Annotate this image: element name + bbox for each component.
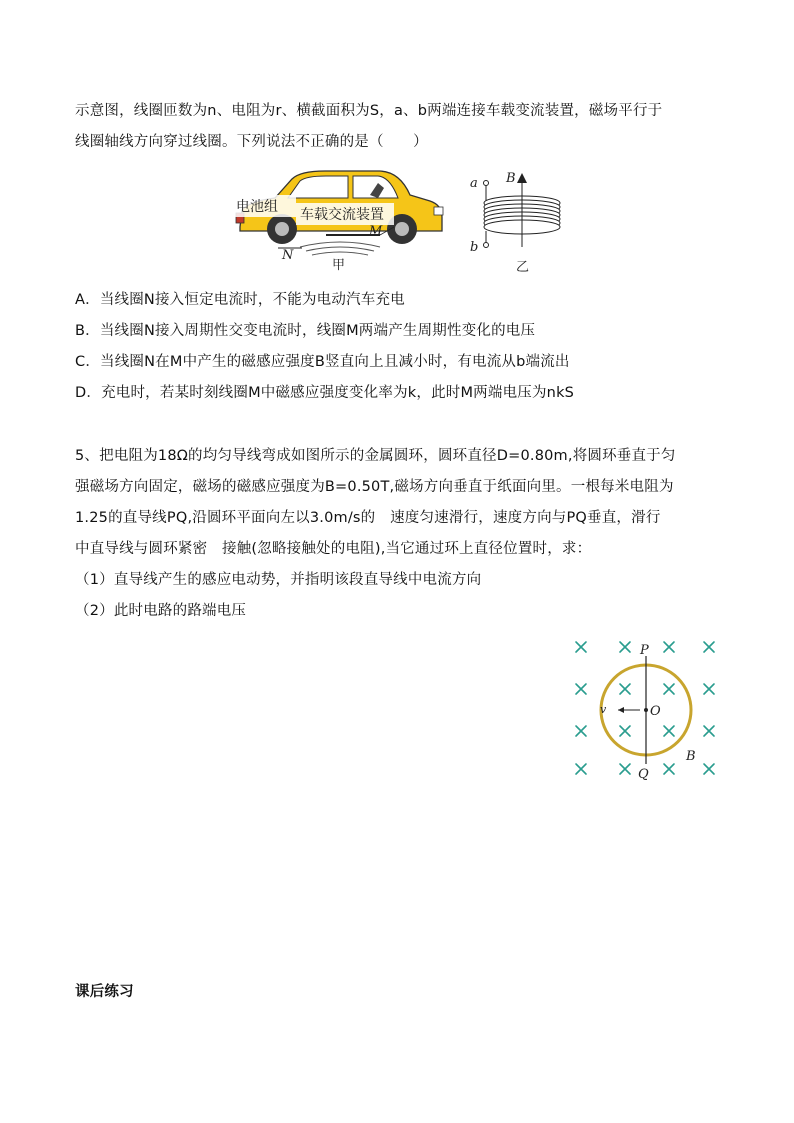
battery-label: 电池组 (236, 199, 278, 215)
coil-figure (462, 165, 572, 277)
coil-illustration (484, 173, 561, 248)
ring-field-figure (570, 636, 722, 784)
q5-sub2: （2）此时电路的路端电压 (75, 603, 247, 619)
point-p-label: P (640, 643, 649, 658)
velocity-v-label: v (600, 703, 607, 716)
ring-center (644, 708, 648, 712)
velocity-arrowhead (618, 707, 624, 713)
q5-sub1: （1）直导线产生的感应电动势，并指明该段直导线中电流方向 (75, 572, 482, 588)
q5-line3: 1.25的直导线PQ,沿圆环平面向左以3.0m/s的 速度匀速滑行，速度方向与PQ垂直，滑行 (75, 510, 661, 526)
q4-option-d: D．充电时，若某时刻线圈M中磁感应强度变化率为k，此时M两端电压为nkS (75, 385, 575, 401)
figure-yi-caption: 乙 (516, 260, 530, 275)
q4-option-b: B．当线圈N接入周期性交变电流时，线圈M两端产生周期性变化的电压 (75, 323, 536, 339)
center-o-label: O (650, 704, 661, 719)
field-b-label: B (686, 749, 696, 764)
q5-line1: 5、把电阻为18Ω的均匀导线弯成如图所示的金属圆环，圆环直径D=0.80m,将圆环垂直于匀 (75, 448, 676, 464)
converter-label: 车载交流装置 (300, 207, 384, 223)
q5-line2: 强磁场方向固定，磁场的磁感应强度为B=0.50T,磁场方向垂直于纸面向里。一根每米电阻为 (75, 479, 674, 495)
q4-intro-line1: 示意图，线圈匝数为n、电阻为r、横截面积为S，a、b两端连接车载变流装置，磁场平行于 (75, 103, 663, 119)
terminal-b-label: b (470, 240, 479, 255)
q4-intro-line2: 线圈轴线方向穿过线圈。下列说法不正确的是（ ） (75, 134, 428, 150)
point-q-label: Q (638, 767, 649, 782)
coil-m-label: M (369, 224, 383, 239)
terminal-a-label: a (470, 176, 478, 191)
homework-title: 课后练习 (75, 984, 134, 1000)
coil-n-label: N (282, 248, 294, 263)
car-figure (230, 165, 445, 275)
figure-jia-caption: 甲 (332, 258, 346, 273)
field-b-label: B (506, 171, 516, 186)
q4-option-a: A．当线圈N接入恒定电流时，不能为电动汽车充电 (75, 292, 405, 308)
q4-option-c: C．当线圈N在M中产生的磁感应强度B竖直向上且减小时，有电流从b端流出 (75, 354, 570, 370)
q5-line4: 中直导线与圆环紧密 接触(忽略接触处的电阻),当它通过环上直径位置时，求： (75, 541, 592, 557)
